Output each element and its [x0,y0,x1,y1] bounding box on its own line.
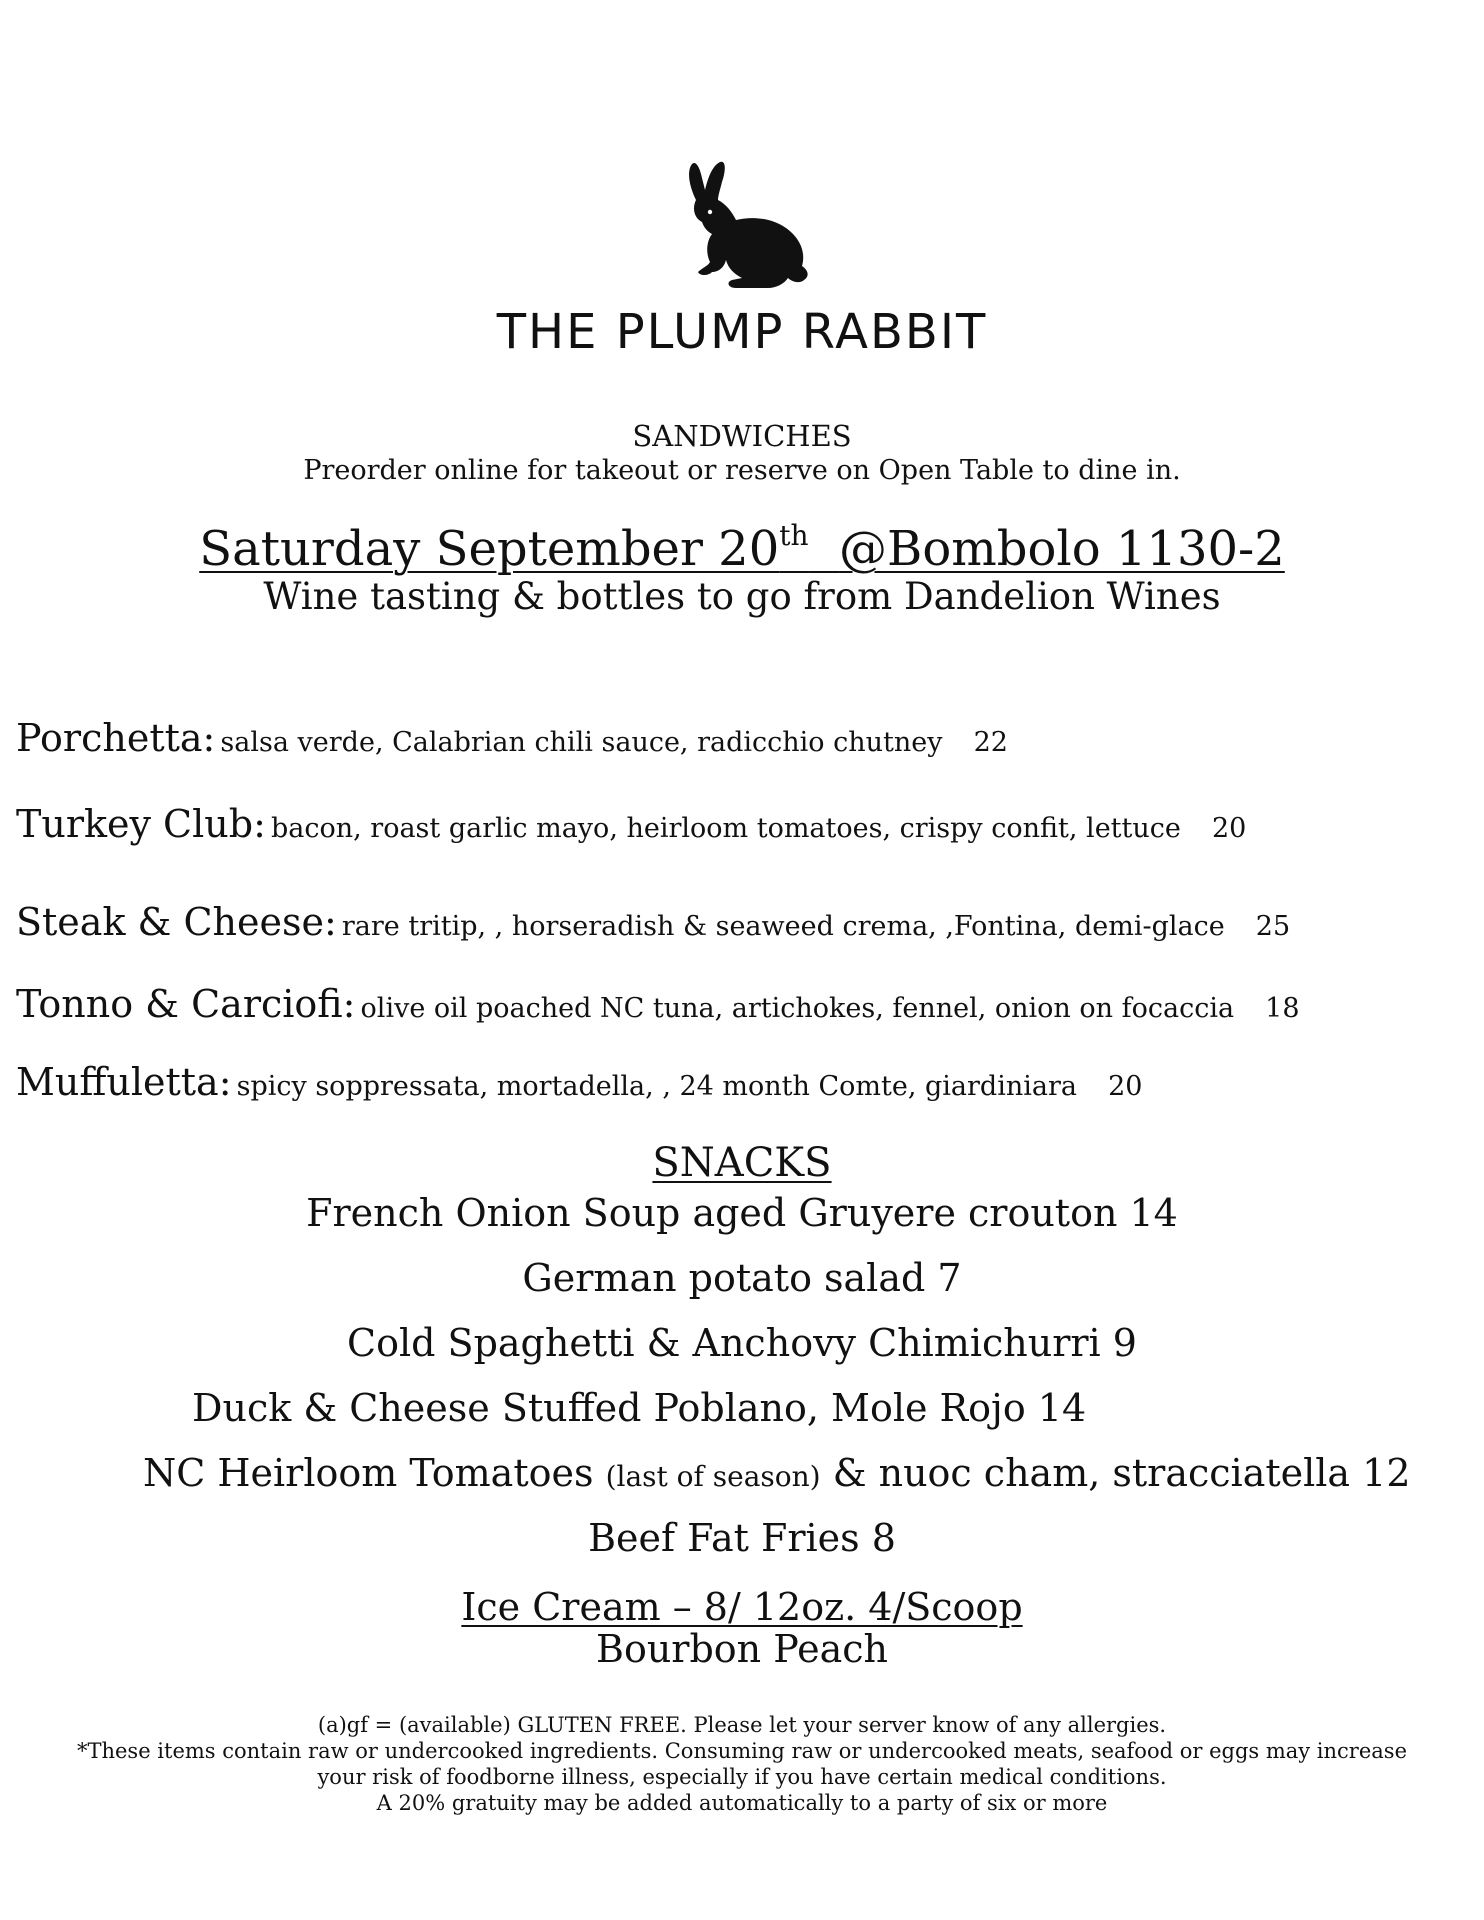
event-location: @Bombolo 1130-2 [839,521,1285,577]
item-price: 22 [973,727,1008,758]
raw-food-warning: *These items contain raw or undercooked ingredients. Consuming raw or undercooked meats, seafood or eggs may increase [76,1739,1408,1763]
item-name: Steak & Cheese: [16,900,337,944]
footer-notes [0,1712,1484,1816]
item-name: Muffuletta: [16,1060,232,1104]
menu-item [16,980,1300,1036]
menu-item [16,800,1246,856]
item-description: salsa verde, Calabrian chili sauce, radicchio chutney [220,727,943,758]
item-price: 20 [1108,1071,1143,1102]
snack-item-name: NC Heirloom Tomatoes [143,1451,594,1495]
rabbit-logo-icon [672,160,812,296]
item-name: Porchetta: [16,716,216,760]
restaurant-name: THE PLUMP RABBIT [496,304,988,360]
section-title-snacks [0,1138,1484,1188]
menu-item [16,898,1290,954]
item-price: 18 [1265,993,1300,1024]
preorder-note: Preorder online for takeout or reserve on Open Table to dine in. [303,455,1181,486]
event-day-suffix: th [779,519,809,552]
section-title-sandwiches: SANDWICHES [632,419,852,453]
item-description: olive oil poached NC tuna, artichokes, fennel, onion on focaccia [360,993,1235,1024]
snack-item: German potato salad 7 [522,1256,962,1300]
item-name: Turkey Club: [16,802,266,846]
item-price: 20 [1211,813,1247,844]
item-name: Tonno & Carciofi: [16,982,356,1026]
ice-cream-text: Ice Cream – 8/ 12oz. 4/Scoop [461,1585,1023,1629]
ice-cream-flavor: Bourbon Peach [596,1627,888,1671]
menu-item [16,714,1008,770]
menu-item [16,1058,1142,1114]
snack-item: Duck & Cheese Stuffed Poblano, Mole Rojo 14 [192,1386,1087,1430]
item-description: spicy soppressata, mortadella, , 24 month Comte, giardiniara [236,1071,1077,1102]
snack-item: Beef Fat Fries 8 [588,1516,896,1560]
event-detail: Wine tasting & bottles to go from Dandelion Wines [263,575,1221,618]
item-description: bacon, roast garlic mayo, heirloom tomatoes, crispy confit, lettuce [270,813,1181,844]
snack-item: Cold Spaghetti & Anchovy Chimichurri 9 [347,1321,1137,1365]
item-price: 25 [1255,911,1291,942]
item-description: rare tritip, , horseradish & seaweed crema, ,Fontina, demi-glace [341,911,1225,942]
snack-item [143,1448,1411,1502]
gratuity-note: A 20% gratuity may be added automatically to a party of six or more [376,1791,1108,1815]
snack-item-note: (last of season) [605,1460,821,1493]
event-heading [0,520,1484,578]
raw-food-warning-cont: your risk of foodborne illness, especially if you have certain medical conditions. [317,1765,1167,1789]
snack-item-detail: & nuoc cham, stracciatella 12 [832,1451,1411,1495]
event-day: Saturday September 20 [199,521,780,577]
snacks-title-text: SNACKS [652,1140,832,1186]
allergy-note: (a)gf = (available) GLUTEN FREE. Please let your server know of any allergies. [317,1713,1167,1737]
snack-item: French Onion Soup aged Gruyere crouton 14 [306,1191,1178,1235]
